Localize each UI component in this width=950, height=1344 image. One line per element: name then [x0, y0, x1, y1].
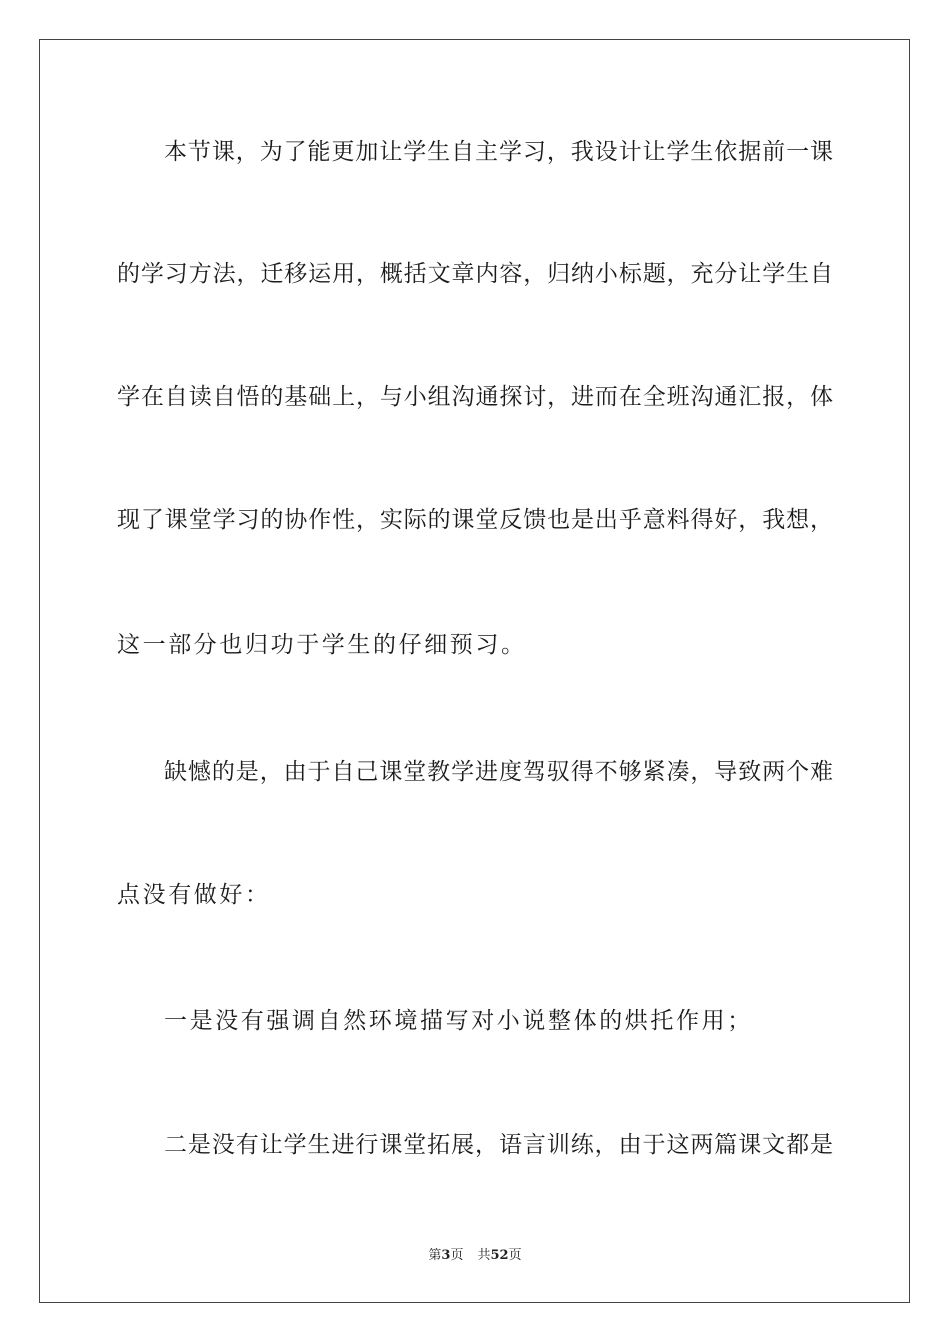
paragraph-1-line-1: 本节课，为了能更加让学生自主学习，我设计让学生依据前一课 [164, 139, 833, 165]
paragraph-1-line-4: 现了课堂学习的协作性，实际的课堂反馈也是出乎意料得好，我想， [117, 507, 833, 533]
paragraph-4-line-1: 二是没有让学生进行课堂拓展，语言训练，由于这两篇课文都是 [164, 1132, 833, 1158]
page-footer [0, 1247, 950, 1265]
paragraph-2-line-1: 缺憾的是，由于自己课堂教学进度驾驭得不够紧凑，导致两个难 [164, 759, 833, 785]
footer-total-prefix: 共 [477, 1248, 491, 1263]
paragraph-1-line-5: 这一部分也归功于学生的仔细预习。 [117, 632, 527, 658]
paragraph-1-line-2: 的学习方法，迁移运用，概括文章内容，归纳小标题，充分让学生自 [117, 261, 833, 287]
footer-total-suffix: 页 [508, 1248, 522, 1263]
footer-prefix: 第 [428, 1248, 442, 1263]
footer-total-pages: 52 [490, 1248, 509, 1263]
paragraph-2-line-2: 点没有做好： [117, 882, 271, 908]
paragraph-3-line-1: 一是没有强调自然环境描写对小说整体的烘托作用； [164, 1008, 753, 1034]
footer-page-word: 页 [450, 1248, 464, 1263]
paragraph-1-line-3: 学在自读自悟的基础上，与小组沟通探讨，进而在全班沟通汇报，体 [117, 384, 833, 410]
footer-current-page: 3 [441, 1248, 451, 1263]
page-frame [39, 39, 910, 1303]
